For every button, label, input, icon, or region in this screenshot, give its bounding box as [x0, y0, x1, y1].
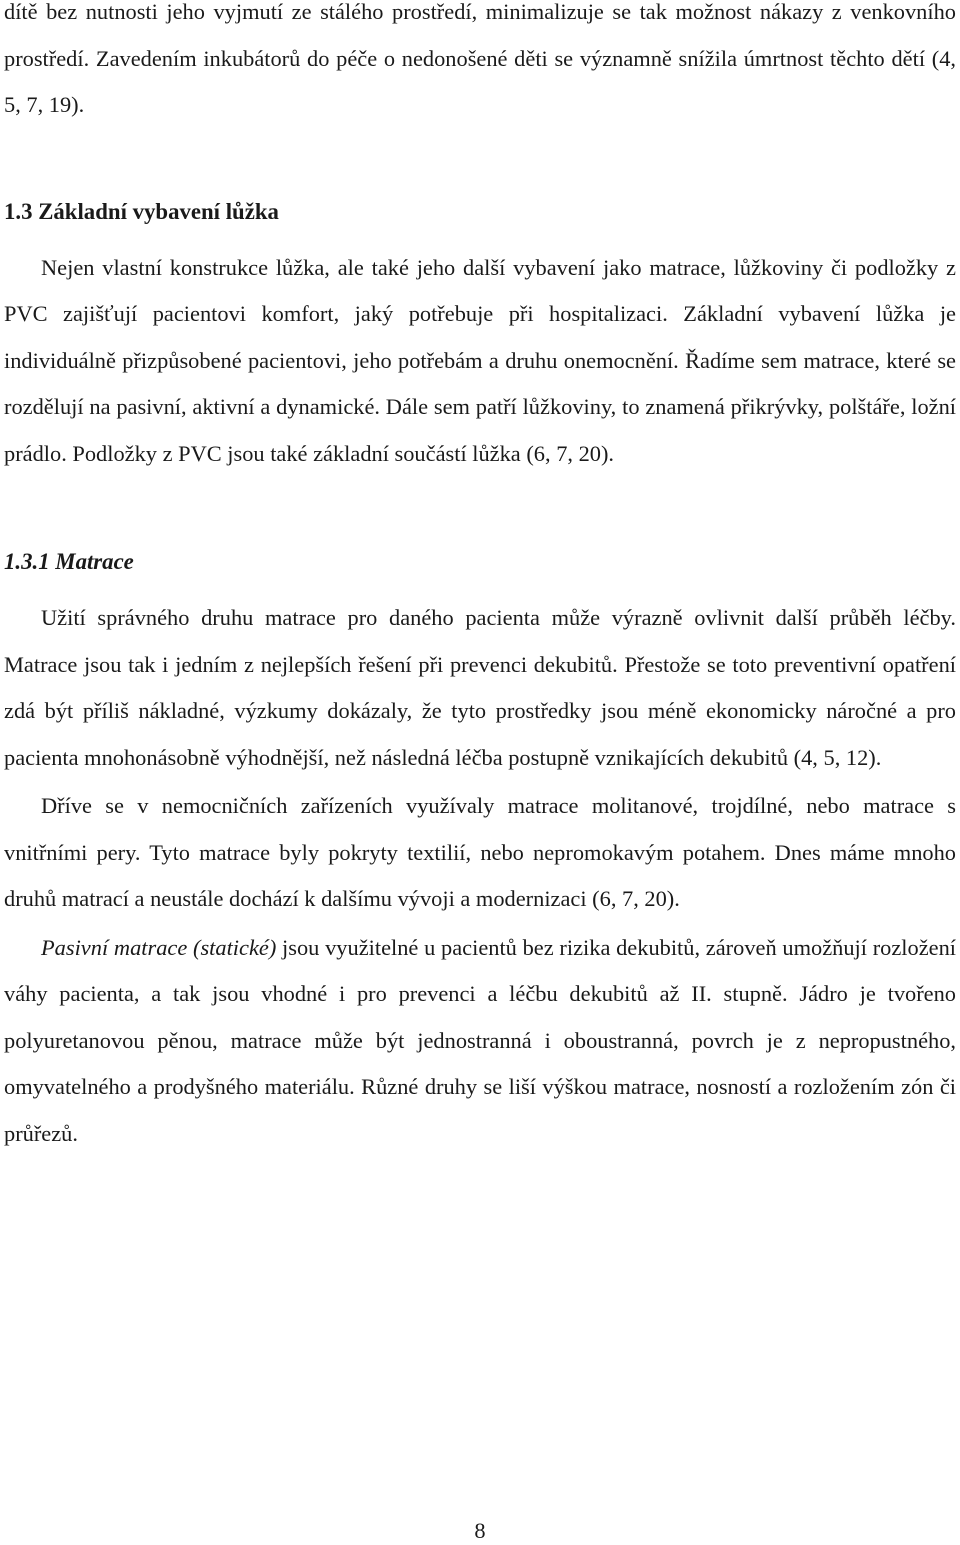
subsection-heading: 1.3.1 Matrace	[4, 549, 134, 574]
pasivni-matrace-term: Pasivní matrace (statické)	[41, 934, 277, 960]
section-paragraph: Nejen vlastní konstrukce lůžka, ale také jeho další vybavení jako matrace, lůžkoviny či podložky z PVC zajišťují pacientovi komfort, jaký potřebuje při hospitalizaci. Základní vybavení lůžka je individuálně přizpůsobené pacientovi, jeho potřebám a druhu onemocnění. Řadíme sem matrace, které se rozdělují na pasivní, aktivní a dynamické. Dále sem patří lůžkoviny, to znamená přikrývky, polštáře, ložní prádlo. Podložky z PVC jsou také základní součástí lůžka (6, 7, 20).	[4, 254, 956, 466]
matrace-paragraph-2: Dříve se v nemocničních zařízeních využívaly matrace molitanové, trojdílné, nebo matrace s vnitřními pery. Tyto matrace byly pokryty textilií, nebo nepromokavým potahem. Dnes máme mnoho druhů matrací a neustále dochází k dalšímu vývoji a modernizaci (6, 7, 20).	[4, 793, 956, 911]
intro-paragraph: dítě bez nutnosti jeho vyjmutí ze stálého prostředí, minimalizuje se tak možnost nákazy z venkovního prostředí. Zavedením inkubátorů do péče o nedonošené děti se významně snížila úmrtnost těchto dětí (4, 5, 7, 19).	[4, 0, 956, 117]
matrace-paragraph-1: Užití správného druhu matrace pro daného pacienta může výrazně ovlivnit další průběh léčby. Matrace jsou tak i jedním z nejlepších řešení při prevenci dekubitů. Přestože se toto preventivní opatření zdá být příliš nákladné, výzkumy dokázaly, že tyto prostředky jsou méně ekonomicky náročné a pro pacienta mnohonásobně výhodnější, než následná léčba postupně vznikajících dekubitů (4, 5, 12).	[4, 605, 956, 770]
matrace-paragraph-3-text: jsou využitelné u pacientů bez rizika dekubitů, zároveň umožňují rozložení váhy pacienta, a tak jsou vhodné i pro prevenci a léčbu dekubitů až II. stupně. Jádro je tvořeno polyuretanovou pěnou, matrace může být jednostranná i oboustranná, povrch je z nepropustného, omyvatelného a prodyšného materiálu. Různé druhy se liší výškou matrace, nosností a rozložením zón či průřezů.	[4, 934, 957, 1146]
document-page	[4, 0, 956, 1157]
section-heading: 1.3 Základní vybavení lůžka	[4, 198, 279, 224]
page-number: 8	[474, 1518, 486, 1543]
matrace-paragraph-3	[4, 925, 956, 1158]
